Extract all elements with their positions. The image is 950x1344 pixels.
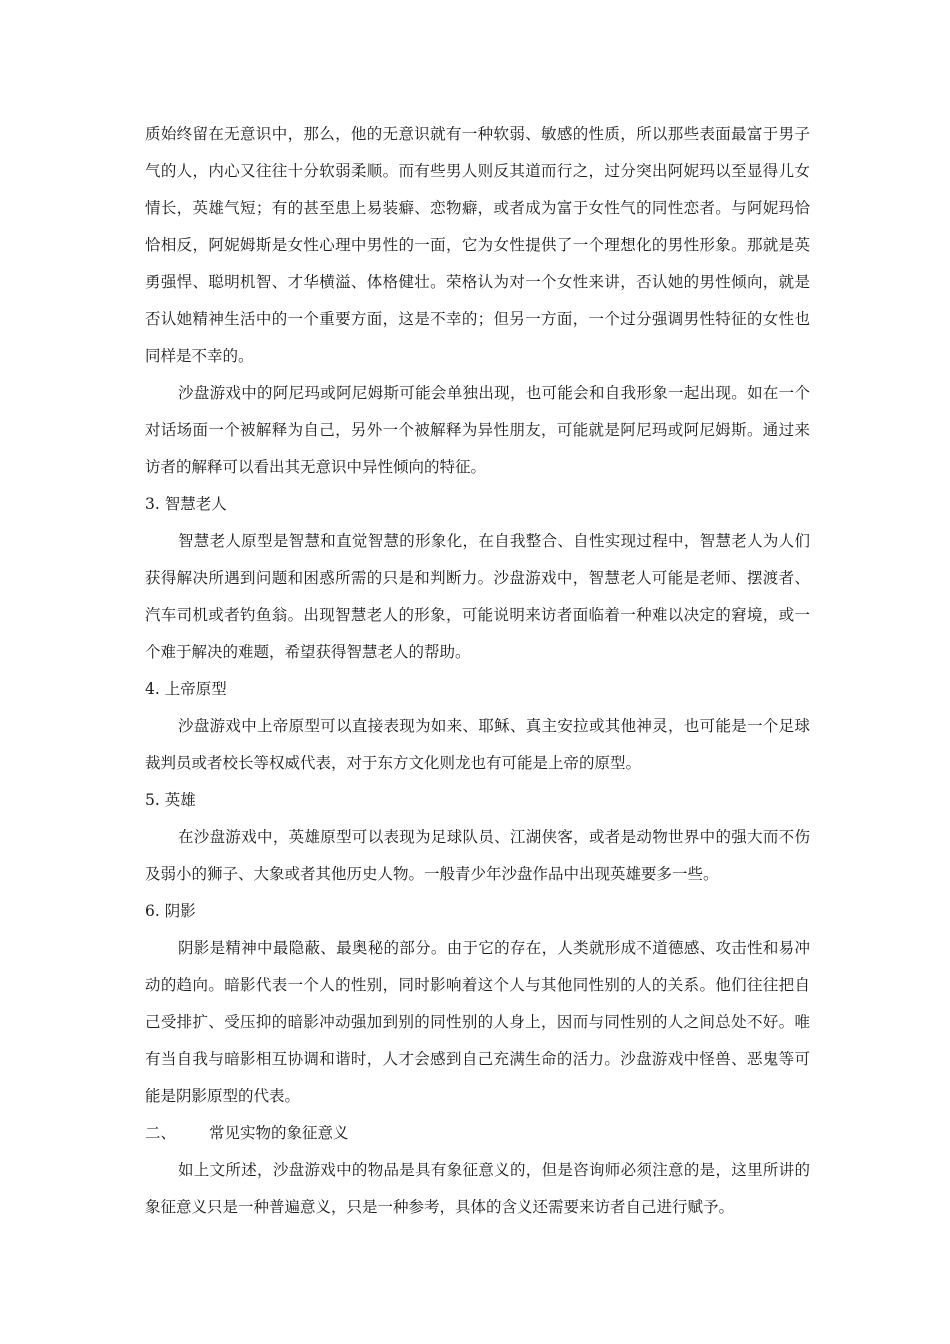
- heading-shadow: 6. 阴影: [145, 902, 196, 920]
- heading-wise-old-man: 3. 智慧老人: [145, 495, 227, 513]
- paragraph-symbolic-meaning: 如上文所述，沙盘游戏中的物品是具有象征意义的，但是咨询师必须注意的是，这里所讲的象征意义只是一种普遍意义，只是一种参考，具体的含义还需要来访者自己进行赋予。: [145, 1161, 810, 1216]
- section-number: 二、: [145, 1124, 177, 1142]
- section-title: 常见实物的象征意义: [209, 1124, 349, 1142]
- paragraph-sandplay-anima: 沙盘游戏中的阿尼玛或阿尼姆斯可能会单独出现，也可能会和自我形象一起出现。如在一个对话场面一个被解释为自己，另外一个被解释为异性朋友，可能就是阿尼玛或阿尼姆斯。通过来访者的解释可以看出其无意识中异性倾向的特征。: [145, 384, 810, 476]
- paragraph-wise-old-man: 智慧老人原型是智慧和直觉智慧的形象化，在自我整合、自性实现过程中，智慧老人为人们获得解决所遇到问题和困惑所需的只是和判断力。沙盘游戏中，智慧老人可能是老师、摆渡者、汽车司机或者钓鱼翁。出现智慧老人的形象，可能说明来访者面临着一种难以决定的窘境，或一个难于解决的难题，希望获得智慧老人的帮助。: [145, 532, 810, 661]
- heading-hero: 5. 英雄: [145, 791, 196, 809]
- paragraph-god-archetype: 沙盘游戏中上帝原型可以直接表现为如来、耶稣、真主安拉或其他神灵，也可能是一个足球裁判员或者校长等权威代表，对于东方文化则龙也有可能是上帝的原型。: [145, 717, 810, 772]
- section-heading-two: [145, 1115, 810, 1152]
- paragraph-anima-animus: 质始终留在无意识中，那么，他的无意识就有一种软弱、敏感的性质，所以那些表面最富于男子气的人，内心又往往十分软弱柔顺。而有些男人则反其道而行之，过分突出阿妮玛以至显得儿女情长，英雄气短；有的甚至患上易装癖、恋物癖，或者成为富于女性气的同性恋者。与阿妮玛恰恰相反，阿妮姆斯是女性心理中男性的一面，它为女性提供了一个理想化的男性形象。那就是英勇强悍、聪明机智、才华横溢、体格健壮。荣格认为对一个女性来讲，否认她的男性倾向，就是否认她精神生活中的一个重要方面，这是不幸的；但另一方面，一个过分强调男性特征的女性也同样是不幸的。: [145, 125, 810, 365]
- paragraph-shadow: 阴影是精神中最隐蔽、最奥秘的部分。由于它的存在，人类就形成不道德感、攻击性和易冲动的趋向。暗影代表一个人的性别，同时影响着这个人与其他同性别的人的关系。他们往往把自己受排扩、受压抑的暗影冲动强加到别的同性别的人身上，因而与同性别的人之间总处不好。唯有当自我与暗影相互协调和谐时，人才会感到自己充满生命的活力。沙盘游戏中怪兽、恶鬼等可能是阴影原型的代表。: [145, 939, 810, 1105]
- heading-god-archetype: 4. 上帝原型: [145, 680, 227, 698]
- paragraph-hero: 在沙盘游戏中，英雄原型可以表现为足球队员、江湖侠客，或者是动物世界中的强大而不伤及弱小的狮子、大象或者其他历史人物。一般青少年沙盘作品中出现英雄要多一些。: [145, 828, 810, 883]
- document-page: [145, 116, 810, 1226]
